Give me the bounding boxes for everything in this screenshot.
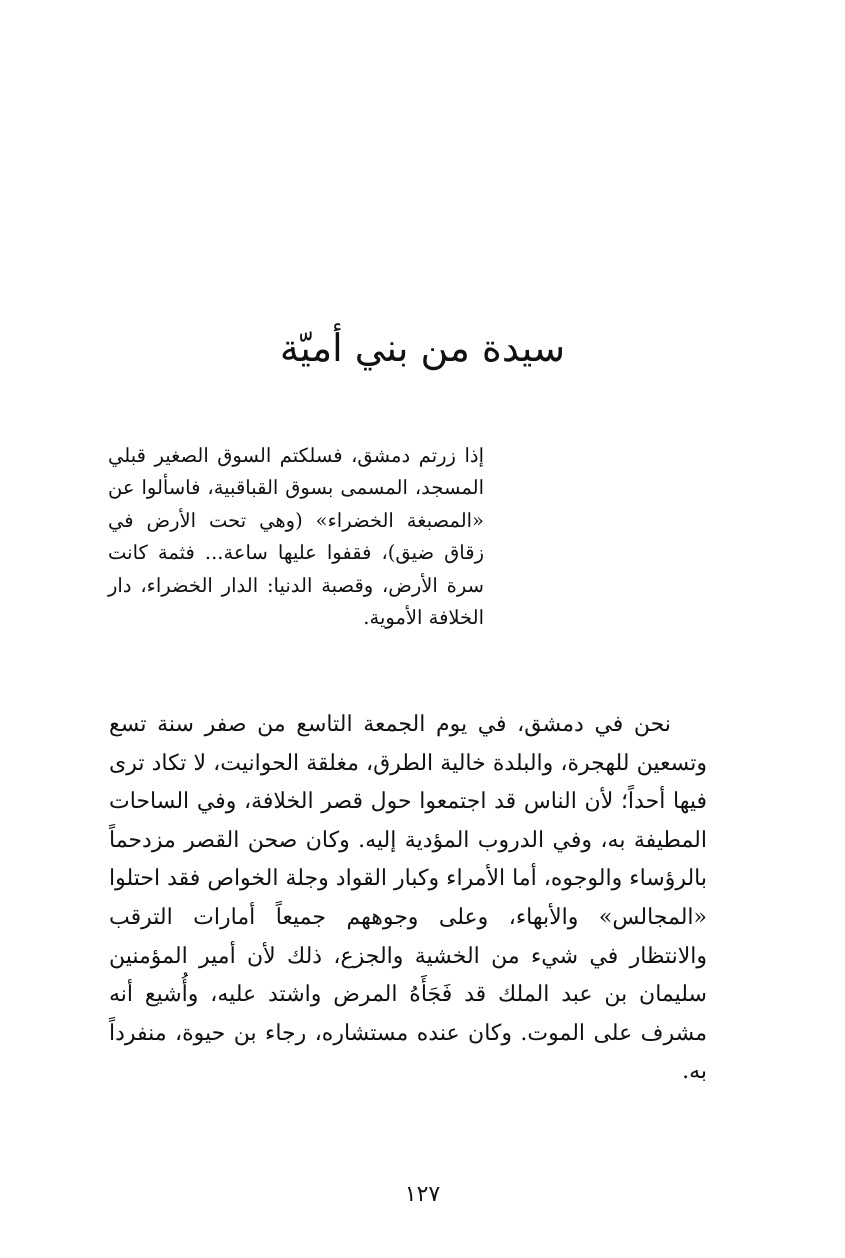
epigraph: إذا زرتم دمشق، فسلكتم السوق الصغير قبلي المسجد، المسمى بسوق القباقبية، فاسألوا عن «المصبغة الخضراء» (وهي تحت الأرض في زقاق ضيق)، فقفوا عليها ساعة... فثمة كانت سرة الأرض، وقصبة الدنيا: الدار الخضراء، دار الخلافة الأموية. — [108, 444, 484, 630]
chapter-title: سيدة من بني أميّة — [279, 326, 566, 370]
page-number: ١٢٧ — [404, 1182, 441, 1207]
body-paragraph: نحن في دمشق، في يوم الجمعة التاسع من صفر سنة تسع وتسعين للهجرة، والبلدة خالية الطرق، مغلقة الحوانيت، لا تكاد ترى فيها أحداً؛ لأن الناس قد اجتمعوا حول قصر الخلافة، وفي الساحات المطيفة به، وفي الدروب المؤدية إليه. وكان صحن القصر مزدحماً بالرؤساء والوجوه، أما الأمراء وكبار القواد وجلة الخواص فقد احتلوا «المجالس» والأبهاء، وعلى وجوههم جميعاً أمارات الترقب والانتظار في شيء من الخشية والجزع، ذلك لأن أمير المؤمنين سليمان بن عبد الملك قد فَجَأَهُ المرض واشتد عليه، وأُشيع أنه مشرف على الموت. وكان عنده مستشاره، رجاء بن حيوة، منفرداً به. — [109, 712, 707, 1085]
